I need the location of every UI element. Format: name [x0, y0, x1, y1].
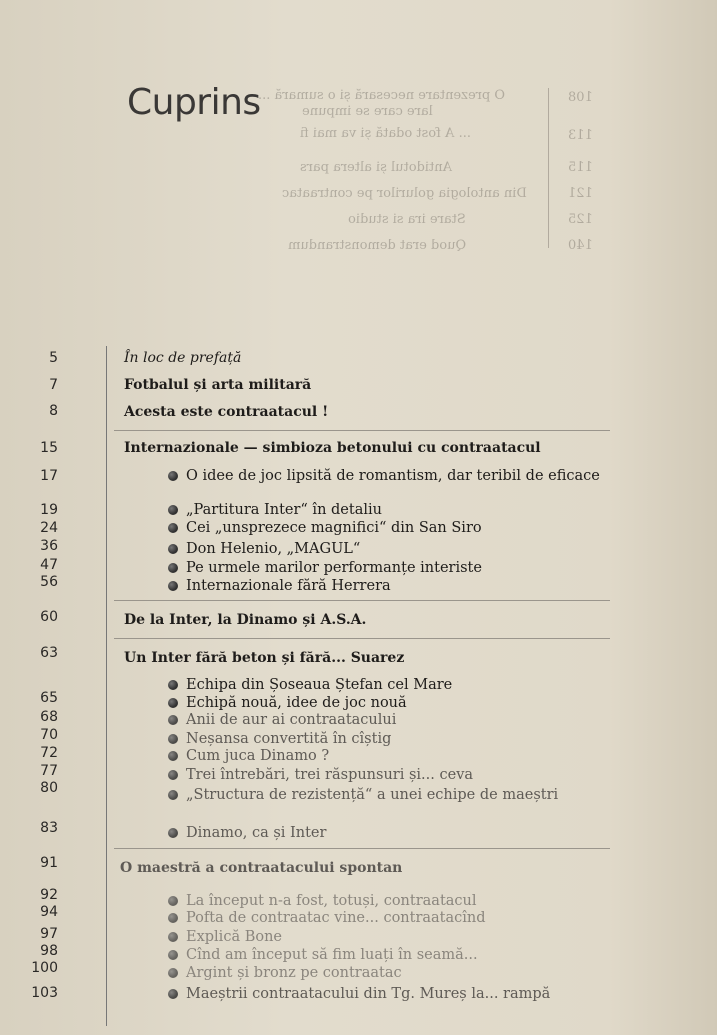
toc-subentry	[168, 947, 618, 963]
toc-subentry	[168, 767, 618, 783]
toc-subentry-text: La început n-a fost, totuși, contraatacul	[186, 893, 477, 909]
toc-subentry-text: Cum juca Dinamo ?	[186, 748, 330, 764]
ghost-divider	[548, 88, 549, 248]
toc-subentry-text: Internazionale fără Herrera	[186, 578, 391, 594]
bullet-icon	[168, 581, 178, 591]
toc-subentry	[168, 965, 618, 981]
page-number: 5	[49, 350, 58, 366]
toc-subentry-text: Don Helenio, „MAGUL“	[186, 541, 361, 557]
ghost-page-number: 125	[568, 212, 593, 227]
page-number: 7	[49, 377, 58, 393]
toc-subentry-text: „Partitura Inter“ în detaliu	[186, 502, 382, 518]
toc-subentry-text: Neșansa convertită în cîștig	[186, 731, 392, 747]
toc-subentry-text: Cînd am început să fim luați în seamă...	[186, 947, 478, 963]
toc-subentry-text: „Structura de rezistență“ a unei echipe de maeștri	[186, 787, 559, 803]
ghost-page-number: 108	[568, 90, 593, 105]
bullet-icon	[168, 680, 178, 690]
bullet-icon	[168, 544, 178, 554]
bullet-icon	[168, 896, 178, 906]
toc-subentry-text: Echipa din Șoseaua Ștefan cel Mare	[186, 677, 453, 693]
toc-entry-prefata: În loc de prefață	[124, 350, 242, 366]
toc-subentry	[168, 520, 618, 536]
toc-subentry	[168, 893, 618, 909]
page-number: 72	[40, 745, 58, 761]
toc-subentry	[168, 712, 618, 728]
page-number: 65	[40, 690, 58, 706]
ghost-line: Quod erat demonstrandum	[288, 238, 467, 253]
toc-subentry-text: Maeștrii contraatacului din Tg. Mureș la... rampă	[186, 986, 551, 1002]
toc-subentry	[168, 731, 618, 747]
page-number: 63	[40, 645, 58, 661]
ghost-page-number: 113	[568, 128, 593, 143]
ghost-line: ... A fost odată și va mai fi	[300, 126, 471, 141]
toc-subentry	[168, 677, 618, 693]
bullet-icon	[168, 734, 178, 744]
ghost-line: Din antologia golurilor pe contraatac	[282, 186, 527, 201]
page-number: 24	[40, 520, 58, 536]
page-number: 94	[40, 904, 58, 920]
page-number: 92	[40, 887, 58, 903]
section-rule	[114, 638, 610, 639]
bullet-icon	[168, 828, 178, 838]
toc-subentry-text: Explică Bone	[186, 929, 282, 945]
toc-subentry	[168, 825, 618, 841]
ghost-line: O prezentare necesară și o sumară ...	[258, 88, 506, 103]
toc-entry-fotbalul: Fotbalul și arta militară	[124, 377, 312, 393]
toc-subentry-text: Pe urmele marilor performanțe interiste	[186, 560, 482, 576]
toc-entry-maestra: O maestră a contraatacului spontan	[120, 860, 403, 876]
bullet-icon	[168, 563, 178, 573]
page-number: 83	[40, 820, 58, 836]
toc-subentry-text: Dinamo, ca și Inter	[186, 825, 327, 841]
bullet-icon	[168, 932, 178, 942]
page-number: 15	[40, 440, 58, 456]
column-divider	[106, 346, 107, 1026]
page-number: 36	[40, 538, 58, 554]
toc-subentry-text: Cei „unsprezece magnifici“ din San Siro	[186, 520, 482, 536]
page-number: 47	[40, 557, 58, 573]
page-number: 97	[40, 926, 58, 942]
toc-subentry	[168, 986, 588, 1002]
ghost-page-number: 121	[568, 186, 593, 201]
toc-subentry	[168, 929, 618, 945]
toc-subentry	[168, 695, 618, 711]
page-number: 80	[40, 780, 58, 796]
page-number: 70	[40, 727, 58, 743]
page-number: 100	[31, 960, 58, 976]
toc-subentry	[168, 787, 598, 803]
ghost-page-number: 140	[568, 238, 593, 253]
toc-subentry-text: Echipă nouă, idee de joc nouă	[186, 695, 407, 711]
page-number: 8	[49, 403, 58, 419]
show-through-text	[0, 0, 717, 300]
page-number: 77	[40, 763, 58, 779]
bullet-icon	[168, 523, 178, 533]
section-rule	[114, 600, 610, 601]
page-title: Cuprins	[127, 82, 261, 123]
toc-subentry	[168, 468, 608, 484]
bullet-icon	[168, 989, 178, 999]
toc-subentry	[168, 748, 618, 764]
page-number: 19	[40, 502, 58, 518]
bullet-icon	[168, 715, 178, 725]
toc-subentry	[168, 541, 618, 557]
bullet-icon	[168, 790, 178, 800]
bullet-icon	[168, 950, 178, 960]
page-number: 91	[40, 855, 58, 871]
ghost-page-number: 115	[568, 160, 593, 175]
toc-entry-contraatacul: Acesta este contraatacul !	[124, 404, 329, 420]
section-rule	[114, 430, 610, 431]
bullet-icon	[168, 751, 178, 761]
toc-subentry-text: Pofta de contraatac vine... contraatacînd	[186, 910, 486, 926]
page-number: 103	[31, 985, 58, 1001]
page-number: 56	[40, 574, 58, 590]
bullet-icon	[168, 698, 178, 708]
bullet-icon	[168, 471, 178, 481]
bullet-icon	[168, 968, 178, 978]
toc-subentry-text: Argint și bronz pe contraatac	[186, 965, 402, 981]
ghost-line: Stare ira si studio	[348, 212, 466, 227]
page-number: 68	[40, 709, 58, 725]
toc-entry-internazionale: Internazionale — simbioza betonului cu contraatacul	[124, 440, 541, 456]
ghost-line: lare care se impune	[302, 104, 433, 119]
bullet-icon	[168, 770, 178, 780]
page-number: 98	[40, 943, 58, 959]
toc-subentry-text: O idee de joc lipsită de romantism, dar teribil de eficace	[186, 468, 600, 484]
toc-entry-un-inter: Un Inter fără beton și fără... Suarez	[124, 650, 405, 666]
ghost-line: Antidotul și altera pars	[300, 160, 453, 175]
toc-entry-de-la-inter: De la Inter, la Dinamo și A.S.A.	[124, 612, 367, 628]
toc-subentry	[168, 910, 618, 926]
toc-subentry-text: Anii de aur ai contraatacului	[186, 712, 397, 728]
page-number: 17	[40, 468, 58, 484]
bullet-icon	[168, 505, 178, 515]
toc-subentry	[168, 560, 618, 576]
toc-subentry	[168, 502, 618, 518]
section-rule	[114, 848, 610, 849]
bullet-icon	[168, 913, 178, 923]
toc-subentry-text: Trei întrebări, trei răspunsuri și... ceva	[186, 767, 474, 783]
page-number: 60	[40, 609, 58, 625]
toc-subentry	[168, 578, 618, 594]
